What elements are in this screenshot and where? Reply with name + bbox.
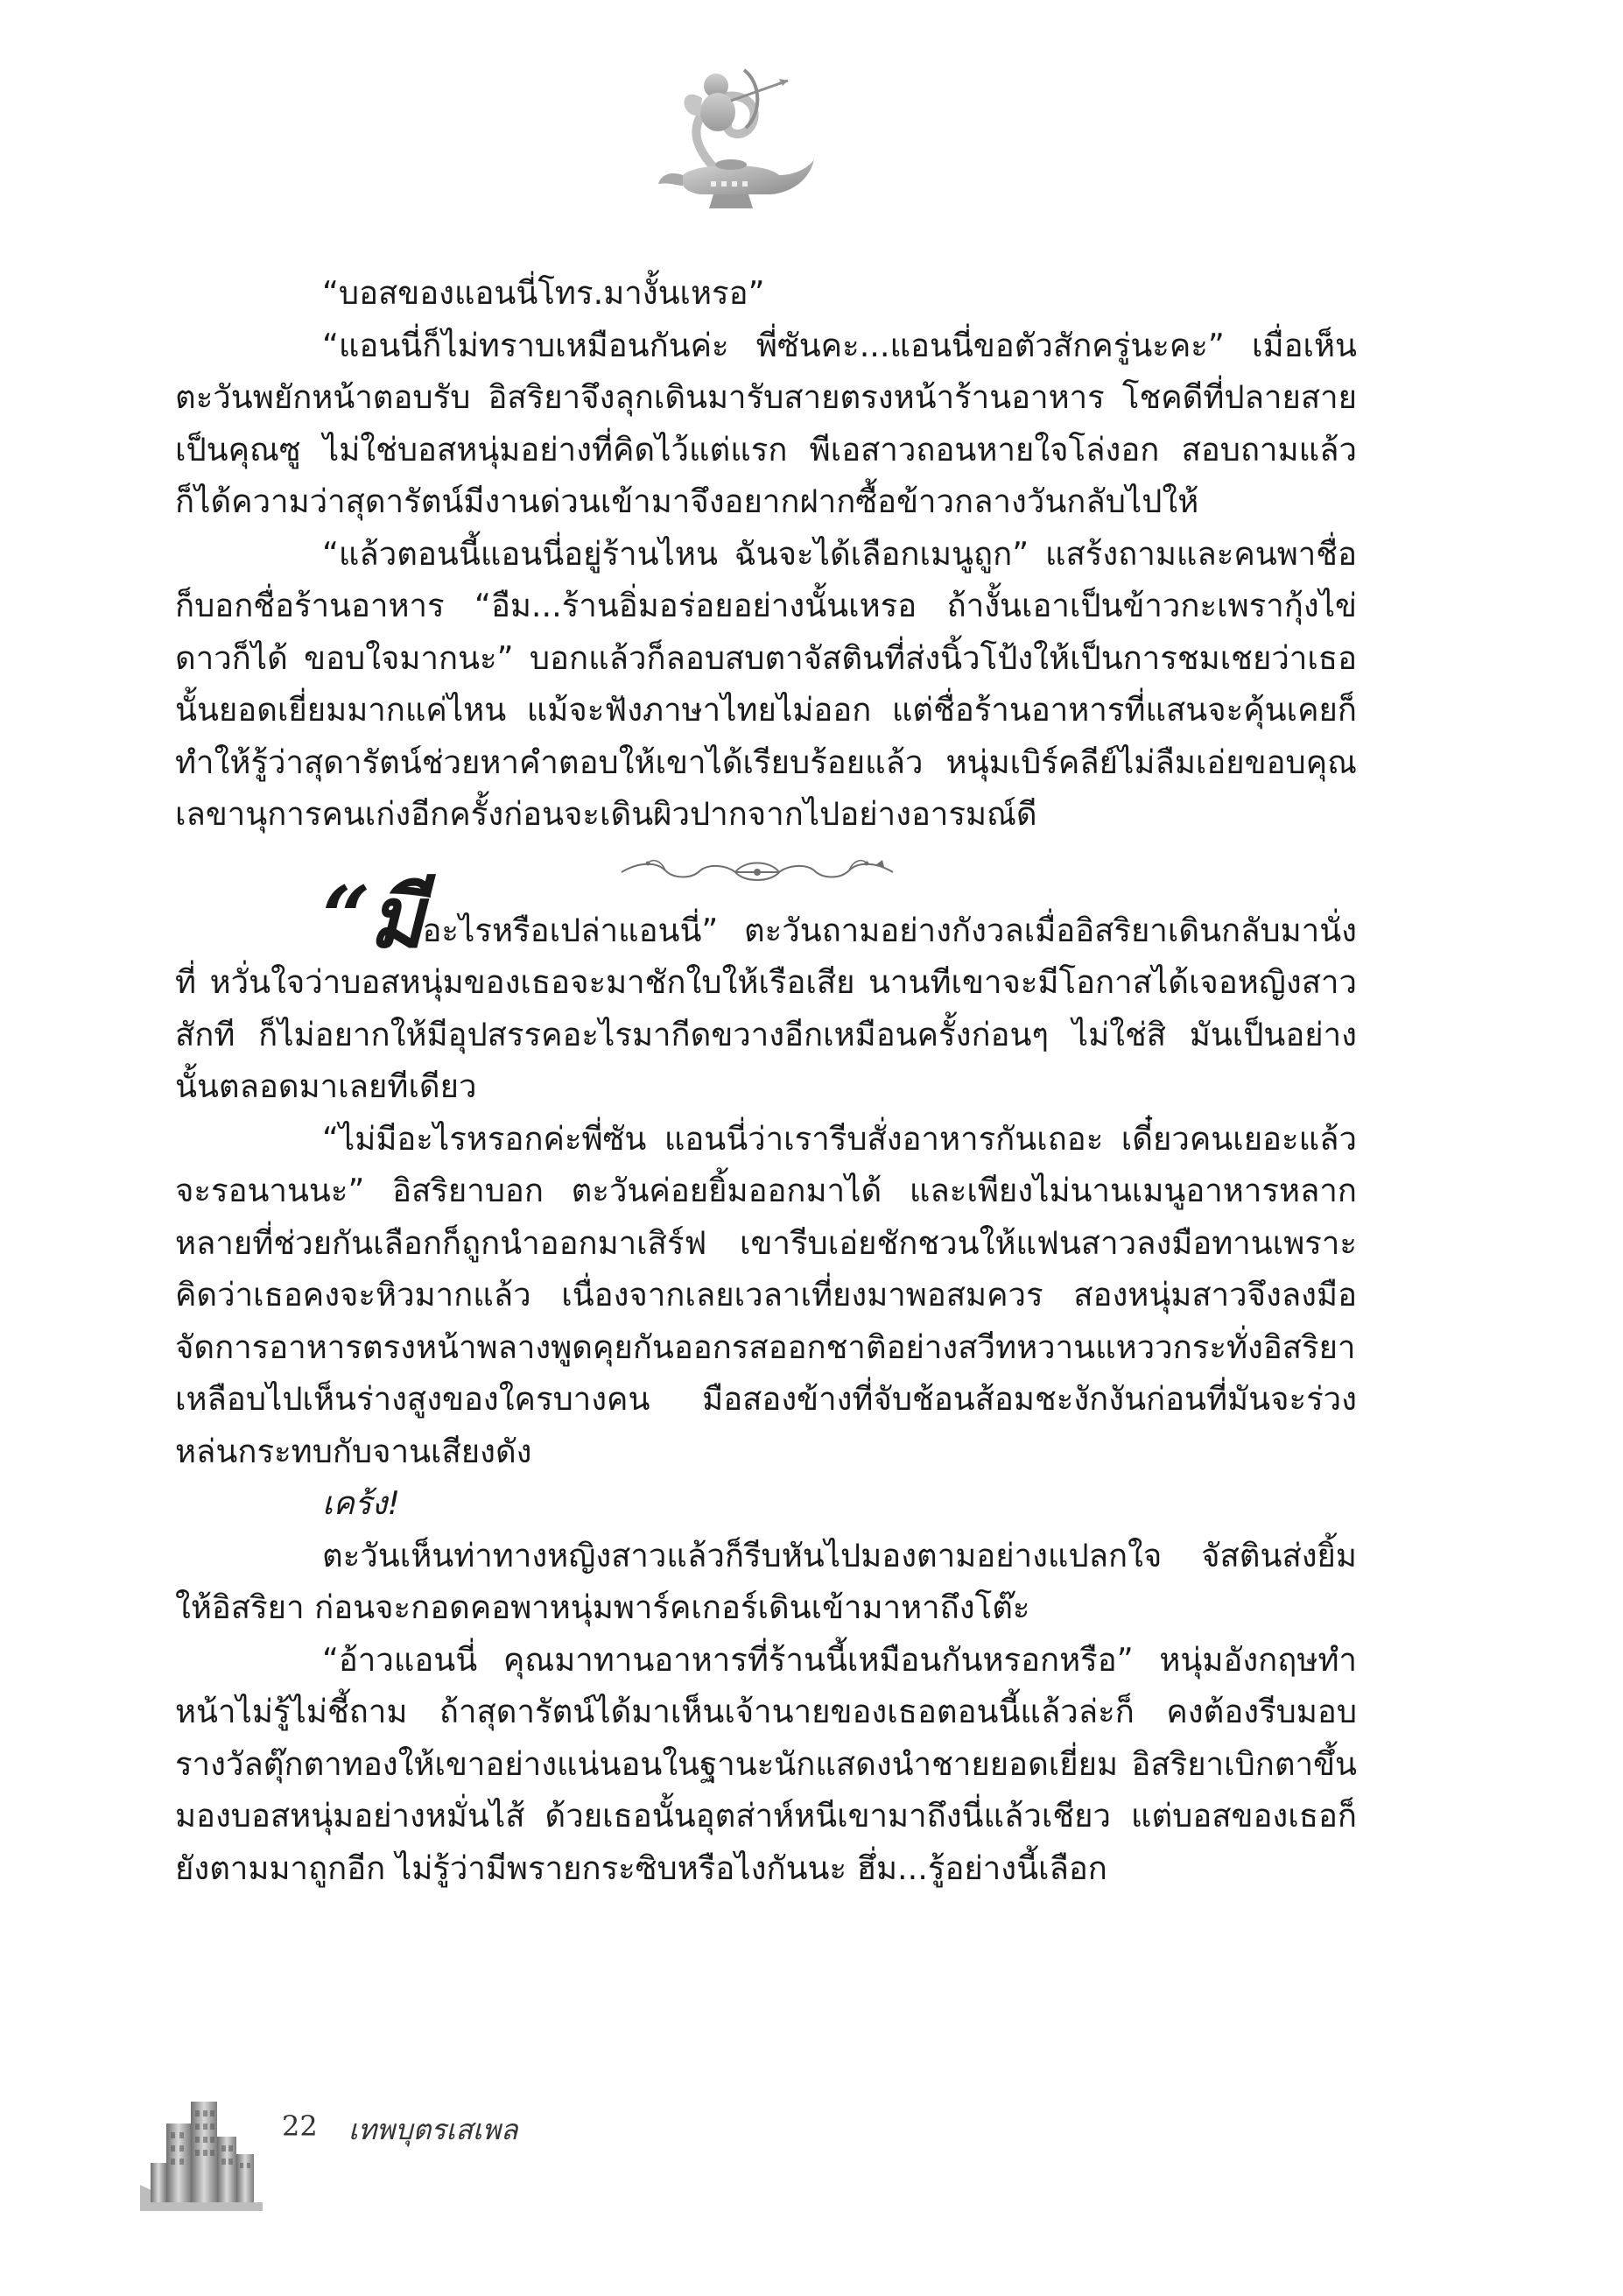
page-number: 22 [282,2109,318,2143]
book-title: เทพบุตรเสเพล [348,2113,518,2146]
paragraph: “แอนนี่ก็ไม่ทราบเหมือนกันค่ะ พี่ซันคะ...แอนนี่ขอตัวสักครู่นะคะ” เมื่อเห็นตะวันพยักหน้าตอบรับ อิสริยาจึงลุกเดินมารับสายตรงหน้าร้านอาหาร โชคดีที่ปลายสายเป็นคุณซู ไม่ใช่บอสหนุ่มอย่างที่คิดไว้แต่แรก พีเอสาวถอนหายใจโล่งอก สอบถามแล้วก็ได้ความว่าสุดารัตน์มีงานด่วนเข้ามาจึงอยากฝากซื้อข้าวกลางวันกลับไปให้ [175,326,1357,520]
chapter-text [175,267,1357,1894]
page-footer [140,2088,753,2211]
paragraph: “อ้าวแอนนี่ คุณมาทานอาหารที่ร้านนี้เหมือนกันหรอกหรือ” หนุ่มอังกฤษทำหน้าไม่รู้ไม่ชี้ถาม ถ้าสุดารัตน์ได้มาเห็นเจ้านายของเธอตอนนี้แล้วล่ะก็ คงต้องรีบมอบรางวัลตุ๊กตาทองให้เขาอย่างแน่นอนในฐานะนักแสดงนำชายยอดเยี่ยม อิสริยาเบิกตาขึ้นมองบอสหนุ่มอย่างหมั่นไส้ ด้วยเธอนั้นอุตส่าห์หนีเขามาถึงนี่แล้วเชียว แต่บอสของเธอก็ยังตามมาถูกอีก ไม่รู้ว่ามีพรายกระซิบหรือไงกันนะ ฮึ่ม...รู้อย่างนี้เลือก [175,1640,1357,1887]
cupid-genie-lamp-icon [648,53,823,228]
paragraph: ตะวันเห็นท่าทางหญิงสาวแล้วก็รีบหันไปมองตามอย่างแปลกใจ จัสตินส่งยิ้มให้อิสริยา ก่อนจะกอดคอพาหนุ่มพาร์คเกอร์เดินเข้ามาหาถึงโต๊ะ [175,1536,1357,1626]
paragraph: “แล้วตอนนี้แอนนี่อยู่ร้านไหน ฉันจะได้เลือกเมนูถูก” แสร้งถามและคนพาชื่อก็บอกชื่อร้านอาหาร “อืม...ร้านอิ่มอร่อยอย่างนั้นเหรอ ถ้างั้นเอาเป็นข้าวกะเพรากุ้งไข่ดาวก็ได้ ขอบใจมากนะ” บอกแล้วก็ลอบสบตาจัสตินที่ส่งนิ้วโป้งให้เป็นการชมเชยว่าเธอนั้นยอดเยี่ยมมากแค่ไหน แม้จะฟังภาษาไทยไม่ออก แต่ชื่อร้านอาหารที่แสนจะคุ้นเคยก็ทำให้รู้ว่าสุดารัตน์ช่วยหาคำตอบให้เขาได้เรียบร้อยแล้ว หนุ่มเบิร์คลีย์ไม่ลืมเอ่ยขอบคุณเลขานุการคนเก่งอีกครั้งก่อนจะเดินผิวปากจากไปอย่างอารมณ์ดี [175,534,1357,833]
dropcap-letter: “มี [322,867,423,967]
city-buildings-icon [140,2088,263,2211]
dropcap-rest: อะไรหรือเปล่าแอนนี่” ตะวันถามอย่างกังวลเมื่ออิสริยาเดินกลับมานั่งที่ หวั่นใจว่าบอสหนุ่มของเธอจะมาชักใบให้เรือเสีย นานทีเขาจะมีโอกาสได้เจอหญิงสาวสักที ก็ไม่อยากให้มีอุปสรรคอะไรมากีดขวางอีกเหมือนครั้งก่อนๆ ไม่ใช่สิ มันเป็นอย่างนั้นตลอดมาเลยทีเดียว [175,911,1357,1105]
paragraph: “ไม่มีอะไรหรอกค่ะพี่ซัน แอนนี่ว่าเรารีบสั่งอาหารกันเถอะ เดี๋ยวคนเยอะแล้วจะรอนานนะ” อิสริยาบอก ตะวันค่อยยิ้มออกมาได้ และเพียงไม่นานเมนูอาหารหลากหลายที่ช่วยกันเลือกก็ถูกนำออกมาเสิร์ฟ เขารีบเอ่ยชักชวนให้แฟนสาวลงมือทานเพราะคิดว่าเธอคงจะหิวมากแล้ว เนื่องจากเลยเวลาเที่ยงมาพอสมควร สองหนุ่มสาวจึงลงมือจัดการอาหารตรงหน้าพลางพูดคุยกันออกรสออกชาติอย่างสวีทหวานแหววกระทั่งอิสริยาเหลือบไปเห็นร่างสูงของใครบางคน มือสองข้างที่จับช้อนส้อมชะงักงันก่อนที่มันจะร่วงหล่นกระทบกับจานเสียงดัง [175,1119,1357,1470]
sound-effect-line: เคร้ง! [322,1484,400,1522]
floral-scroll-divider-icon [613,853,902,888]
section-divider [175,846,1357,897]
dropcap-paragraph [175,867,1357,1113]
paragraph: “บอสของแอนนี่โทร.มางั้นเหรอ” [322,274,765,312]
